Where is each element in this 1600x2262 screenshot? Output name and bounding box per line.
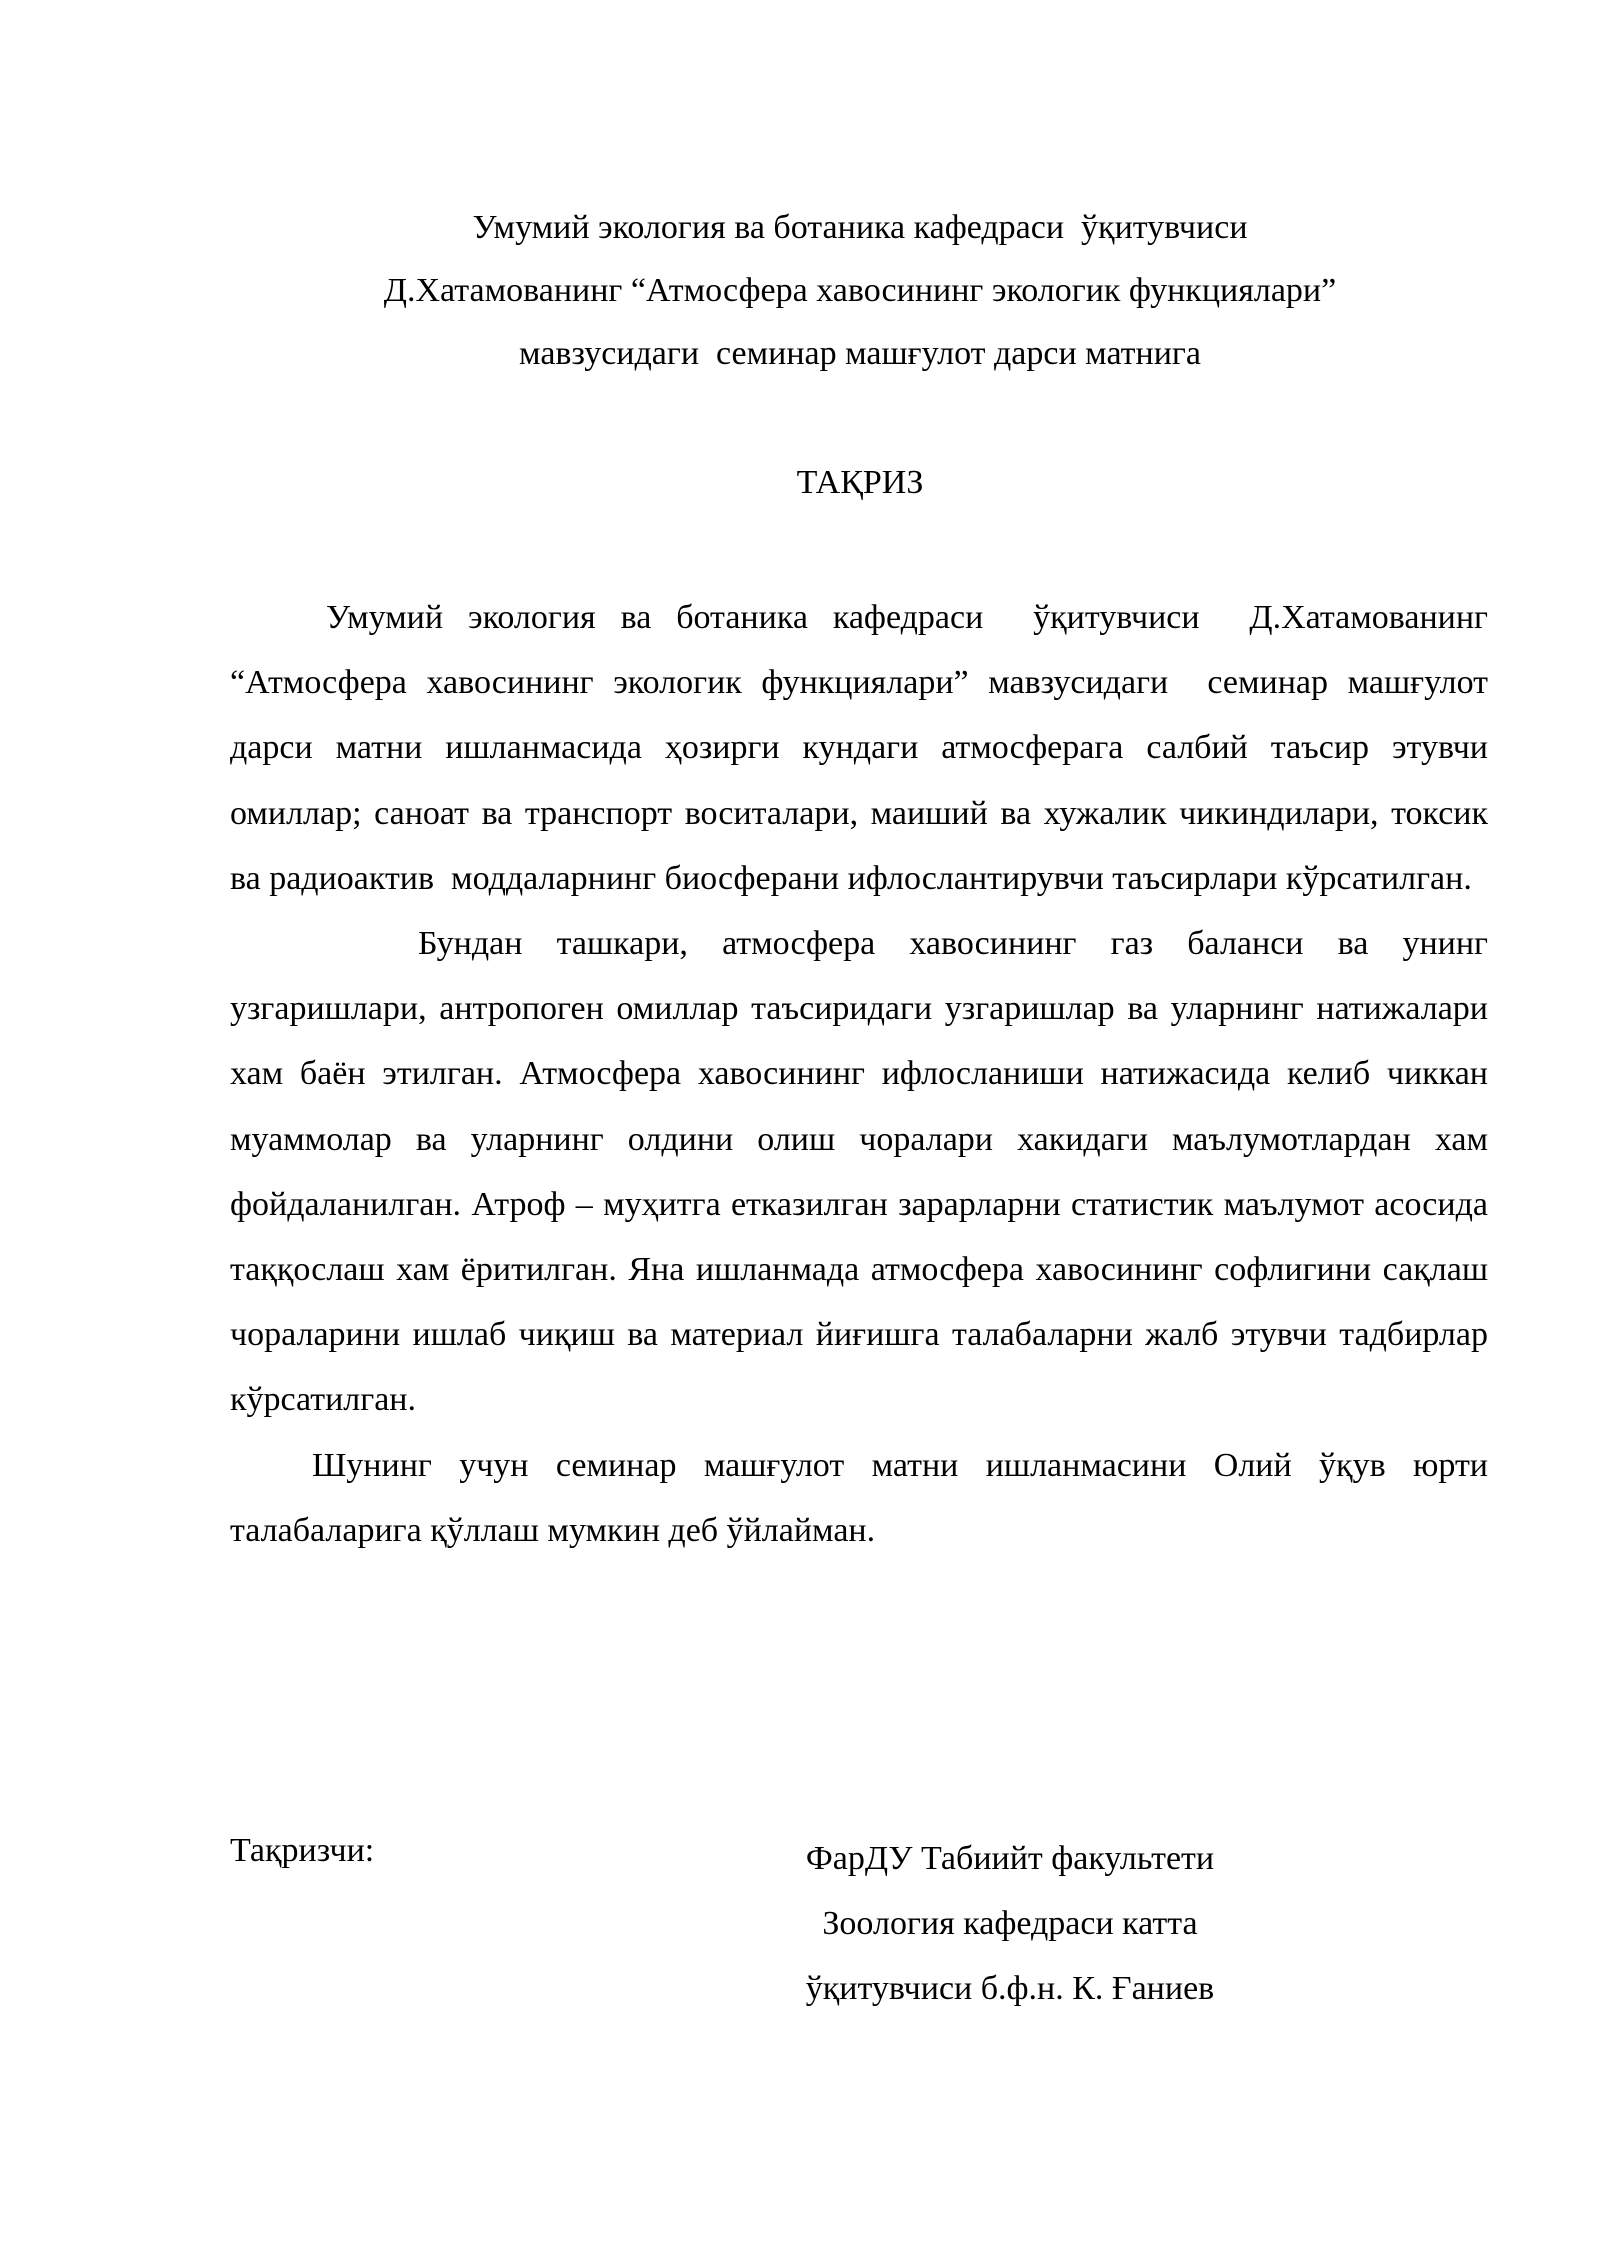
document-body: [230, 585, 1497, 1563]
body-paragraph-1: Умумий экология ва ботаника кафедраси ўқитувчиси Д.Хатамованинг “Атмосфера хавосининг экологик функциялари” мавзусидаги семинар машғулот дарси матни ишланмасида ҳозирги кундаги атмосферага салбий таъсир этувчи омиллар; саноат ва транспорт воситалари, маиший ва хужалик чикиндилари, токсик ва радиоактив моддаларнинг биосферани ифлослантирувчи таъсирлари кўрсатилган.: [230, 599, 1497, 897]
reviewer-signature-block: [720, 1826, 1300, 2021]
reviewer-label: Тақризчи:: [230, 1832, 375, 1869]
body-paragraph-3: Шунинг учун семинар машғулот матни ишланмасини Олий ўқув юрти талабаларига қўллаш мумкин деб ўйлайман.: [230, 1446, 1497, 1549]
reviewer-line-1: ФарДУ Табиийт факультети: [805, 1840, 1215, 1877]
header-line-1: Умумий экология ва ботаника кафедраси ўқитувчиси: [472, 209, 1248, 246]
body-paragraph-2: Бундан ташкари, атмосфера хавосининг газ баланси ва унинг узгаришлари, антропоген омиллар таъсиридаги узгаришлар ва уларнинг натижалари хам баён этилган. Атмосфера хавосининг ифлосланиши натижасида келиб чиккан муаммолар ва уларнинг олдини олиш чоралари хакидаги маълумотлардан хам фойдаланилган. Атроф – муҳитга етказилган зарарларни статистик маълумот асосида таққослаш хам ёритилган. Яна ишланмада атмосфера хавосининг софлигини сақлаш чораларини ишлаб чиқиш ва материал йиғишга талабаларни жалб этувчи тадбирлар кўрсатилган.: [230, 925, 1497, 1419]
header-line-3: мавзусидаги семинар машғулот дарси матнига: [519, 335, 1201, 372]
reviewer-line-3: ўқитувчиси б.ф.н. К. Ғаниев: [805, 1970, 1215, 2007]
document-header: [230, 196, 1490, 385]
document-title: ТАҚРИЗ: [796, 464, 924, 501]
header-line-2: Д.Хатамованинг “Атмосфера хавосининг экологик функциялари”: [383, 272, 1337, 309]
reviewer-line-2: Зоология кафедраси катта: [822, 1905, 1198, 1942]
